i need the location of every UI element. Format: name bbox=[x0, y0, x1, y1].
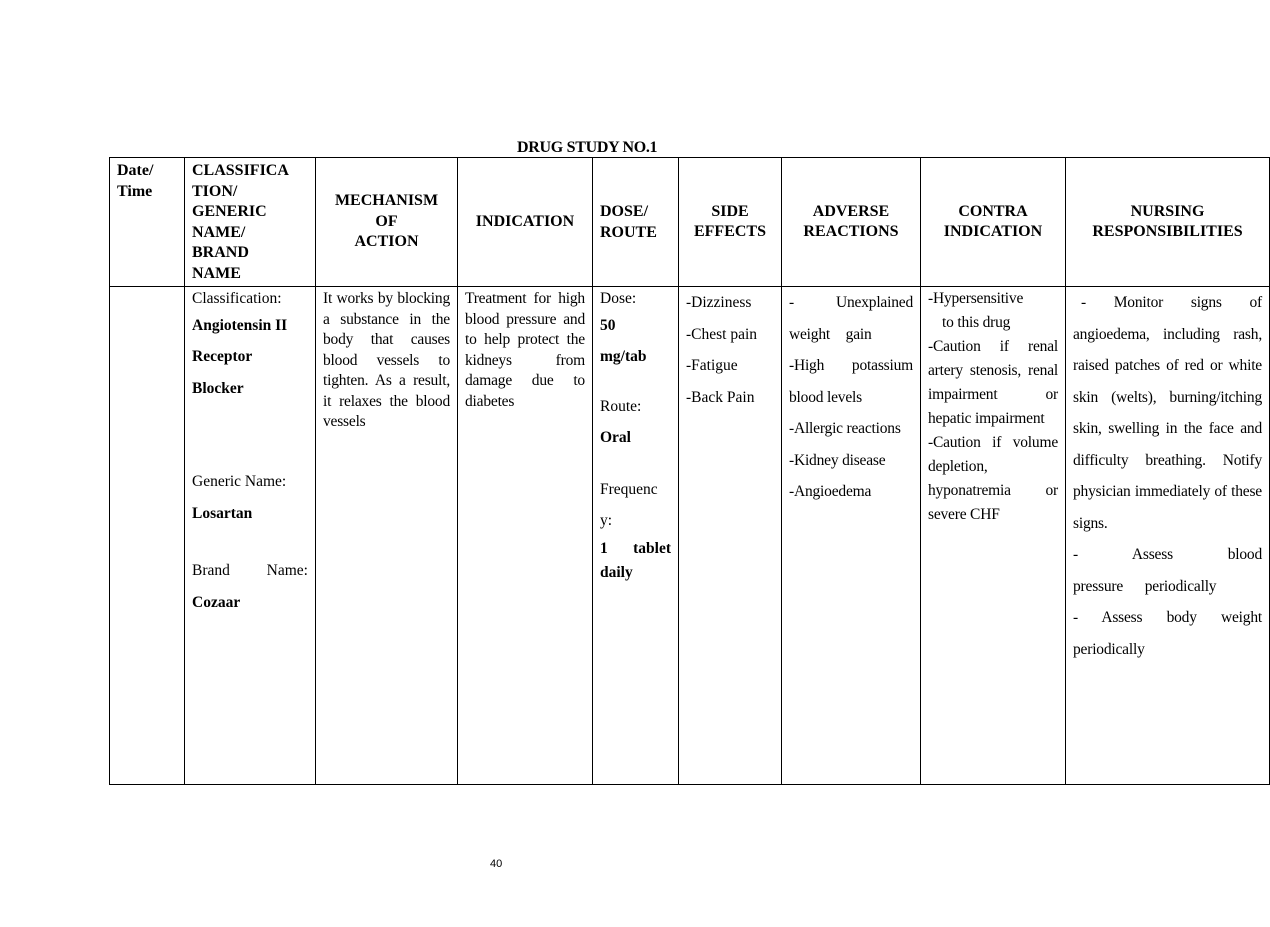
list-item: -Dizziness bbox=[686, 294, 752, 311]
list-item: -Fatigue bbox=[686, 357, 738, 374]
cell-indication: Treatment for high blood pressure and to help protect the kidneys from damage due to diabetes bbox=[458, 287, 593, 785]
list-item: -Chest pain bbox=[686, 325, 758, 343]
list-item: - Monitor signs of angioedema, including rash, raised patches of red or white skin (welts), burning/itching skin, swelling in the face and difficulty breathing. Notify physician immediately of these signs. bbox=[1073, 294, 1262, 532]
header-side-effects: SIDE EFFECTS bbox=[679, 158, 782, 287]
classification-label: Classification: bbox=[192, 290, 282, 307]
cell-dose-route bbox=[593, 287, 679, 785]
list-item: -Allergic reactions bbox=[789, 420, 901, 437]
cell-date-time bbox=[110, 287, 185, 785]
header-classification: CLASSIFICA TION/ GENERIC NAME/ BRAND NAME bbox=[185, 158, 316, 287]
list-item: -Kidney disease bbox=[789, 451, 886, 469]
list-item: -Hypersensitive to this drug bbox=[928, 290, 1024, 331]
route-value: Oral bbox=[600, 429, 631, 446]
list-item: -High potassium blood levels bbox=[789, 357, 913, 406]
cell-side-effects bbox=[679, 287, 782, 785]
frequency-label: Frequenc y: bbox=[600, 480, 658, 529]
frequency-value: 1 tablet daily bbox=[600, 539, 671, 581]
dose-label: Dose: bbox=[600, 290, 637, 307]
cell-mechanism: It works by blocking a substance in the body that causes blood vessels to tighten. As a result, it relaxes the blood vessels bbox=[316, 287, 458, 785]
header-row bbox=[110, 158, 1270, 287]
cell-classification bbox=[185, 287, 316, 785]
cell-contraindication bbox=[921, 287, 1066, 785]
list-item: -Caution if renal artery stenosis, renal impairment or hepatic impairment bbox=[928, 338, 1058, 427]
page-number: 40 bbox=[490, 858, 503, 870]
header-nursing: NURSING RESPONSIBILITIES bbox=[1066, 158, 1270, 287]
header-adverse-reactions: ADVERSE REACTIONS bbox=[782, 158, 921, 287]
list-item: - Unexplained weight gain bbox=[789, 294, 913, 343]
header-indication: INDICATION bbox=[458, 158, 593, 287]
header-dose-route: DOSE/ ROUTE bbox=[593, 158, 679, 287]
header-mechanism: MECHANISM OF ACTION bbox=[316, 158, 458, 287]
drug-study-table bbox=[109, 157, 1270, 785]
list-item: -Back Pain bbox=[686, 388, 755, 406]
cell-nursing bbox=[1066, 287, 1270, 785]
classification-value: Angiotensin II Receptor Blocker bbox=[192, 316, 288, 397]
header-contraindication: CONTRA INDICATION bbox=[921, 158, 1066, 287]
list-item: - Assess blood pressure periodically bbox=[1073, 546, 1262, 595]
route-label: Route: bbox=[600, 397, 642, 415]
dose-value: 50 mg/tab bbox=[600, 316, 647, 365]
generic-name-label: Generic Name: bbox=[192, 473, 287, 490]
document-title: DRUG STUDY NO.1 bbox=[517, 139, 658, 156]
table-row bbox=[110, 287, 1270, 785]
drug-study-table-container bbox=[109, 157, 1262, 785]
list-item: - Assess body weight periodically bbox=[1073, 609, 1262, 658]
brand-name-label: Brand Name: bbox=[192, 562, 308, 579]
list-item: -Caution if volume depletion, hyponatremia or severe CHF bbox=[928, 434, 1058, 523]
brand-name-value: Cozaar bbox=[192, 593, 241, 611]
header-date-time: Date/ Time bbox=[110, 158, 185, 287]
generic-name-value: Losartan bbox=[192, 504, 253, 522]
cell-adverse-reactions bbox=[782, 287, 921, 785]
list-item: -Angioedema bbox=[789, 483, 872, 500]
